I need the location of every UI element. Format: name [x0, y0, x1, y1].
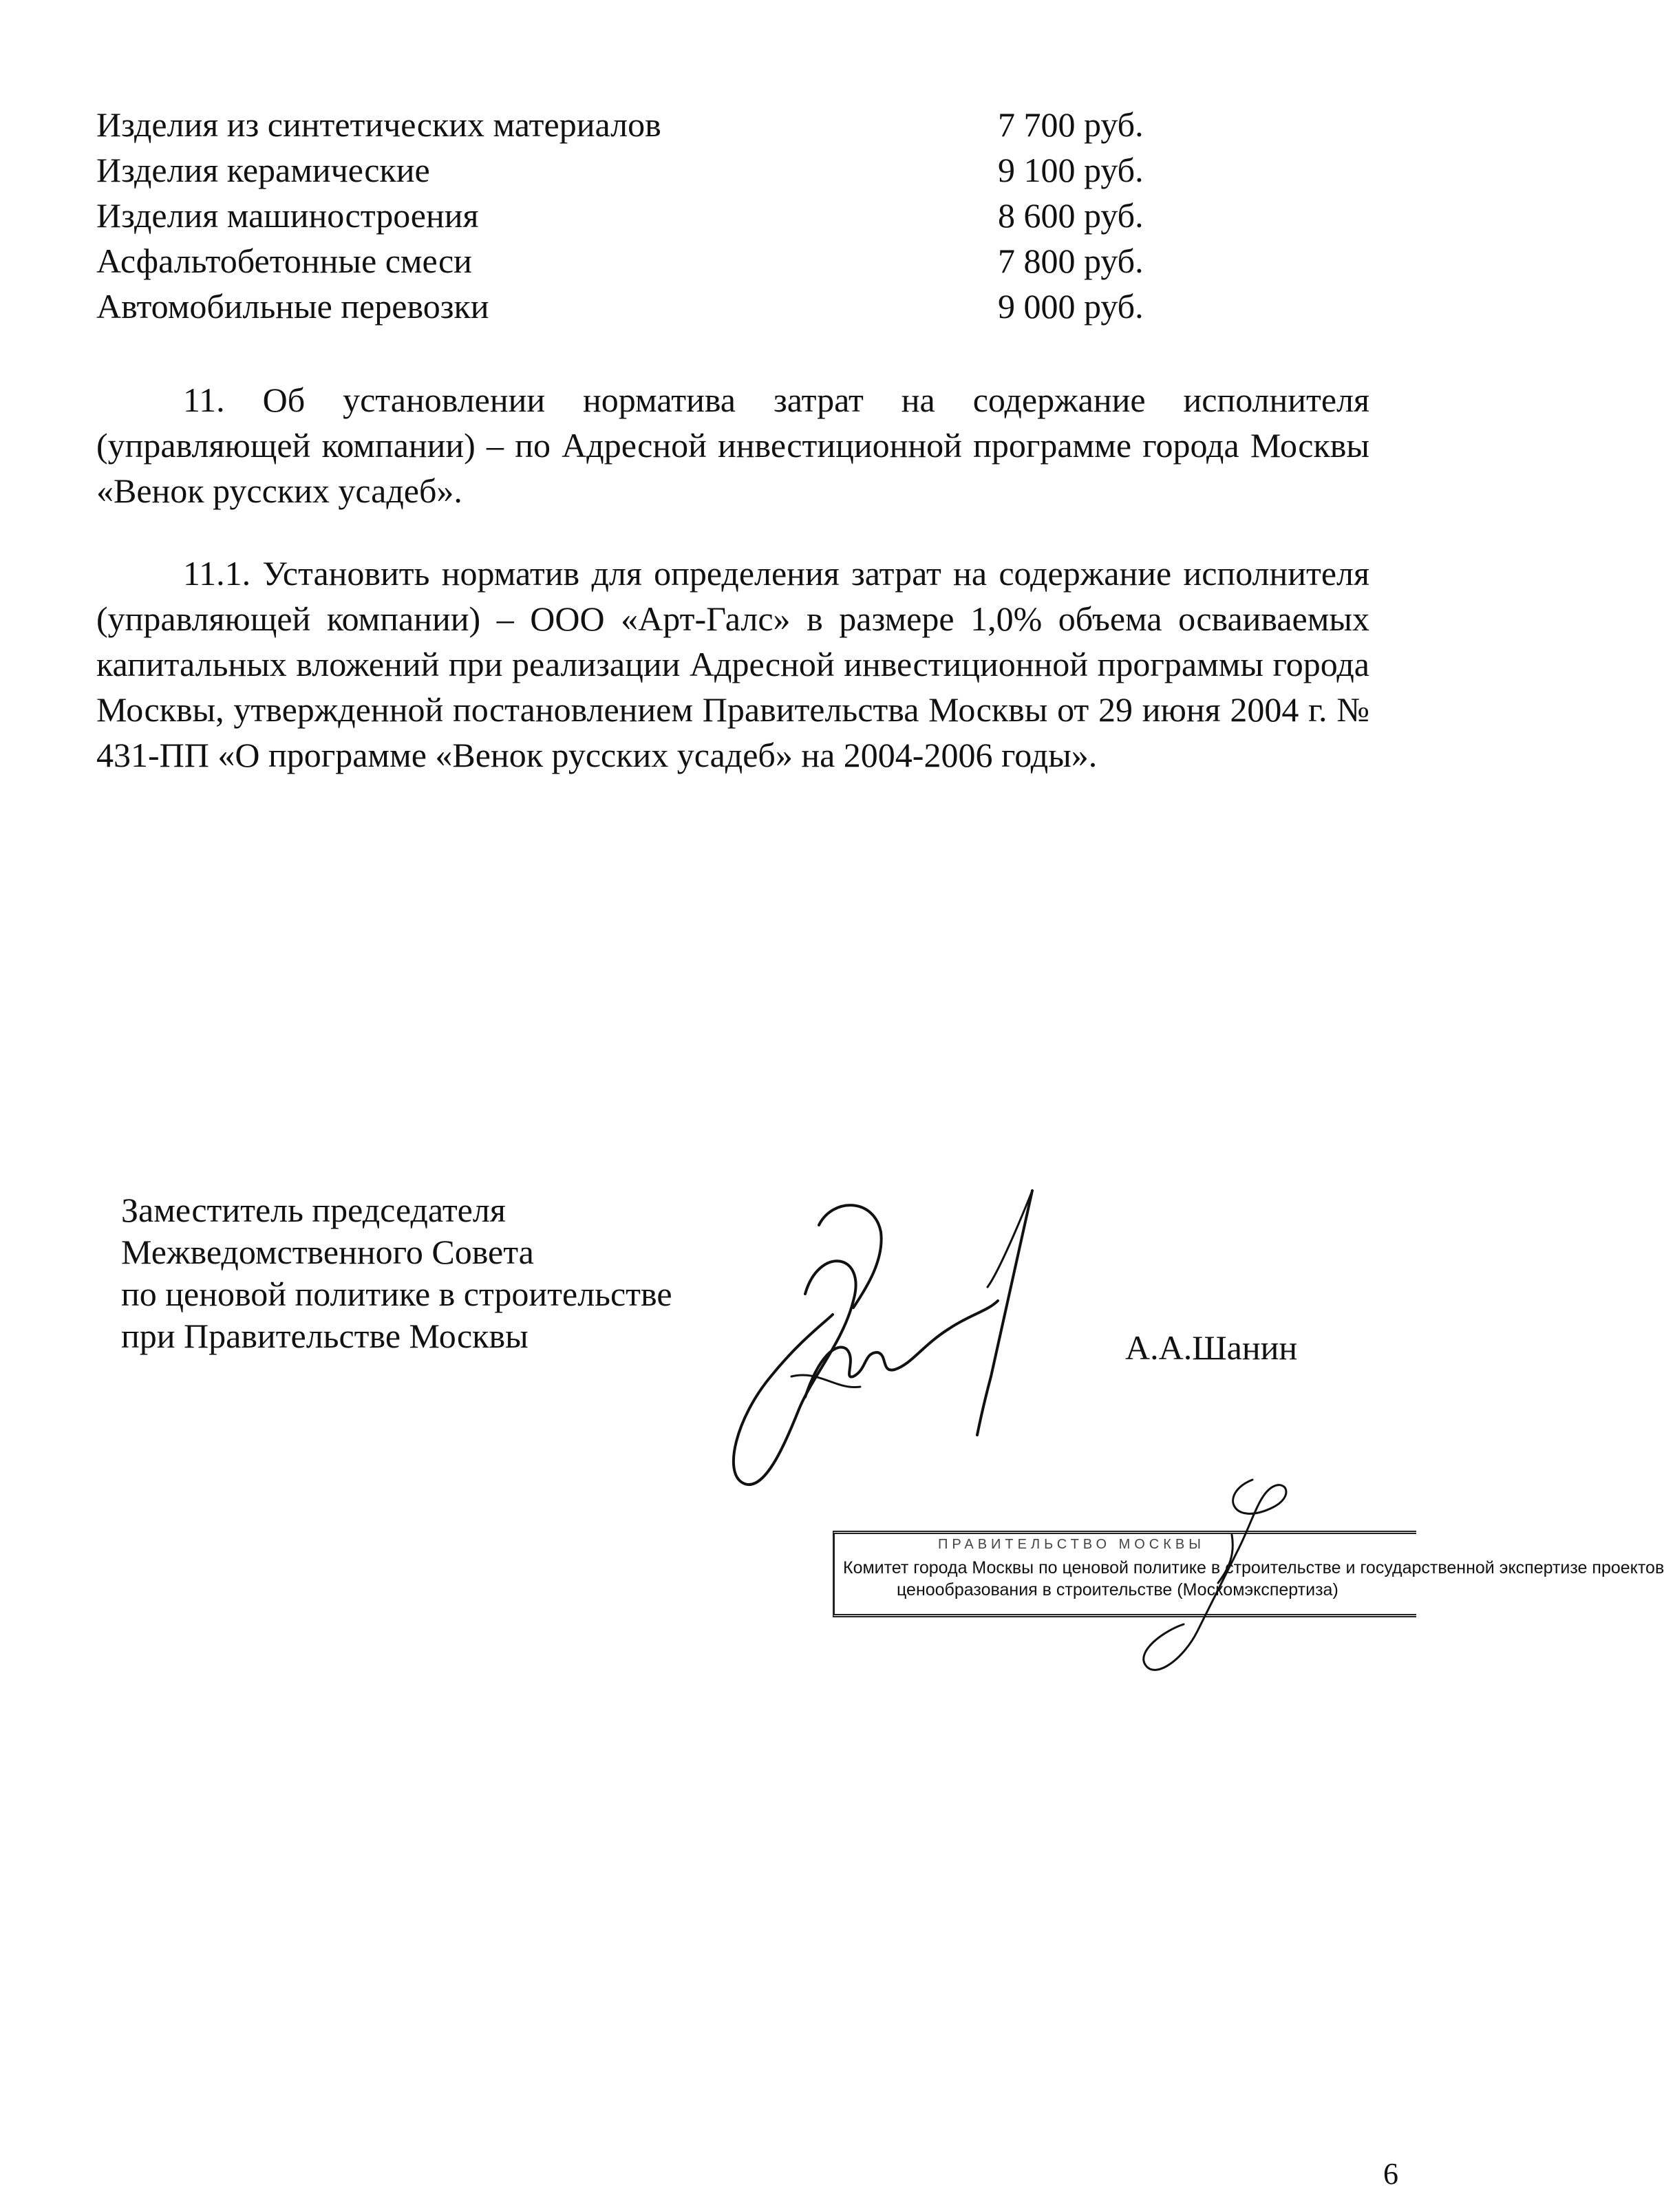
signer-name: А.А.Шанин [1125, 1328, 1298, 1367]
signer-title-line: Межведомственного Совета [121, 1233, 534, 1271]
signer-title-line: Заместитель председателя [121, 1191, 506, 1229]
stamp-line: ценообразования в строительстве (Москомэкспертиза) [897, 1580, 1338, 1599]
price-list [96, 102, 1184, 329]
price-row [96, 102, 1184, 147]
price-row [96, 193, 1184, 238]
price-item-value: 7 800 руб. [998, 242, 1144, 280]
stamp-line: Комитет города Москвы по ценовой политике в строительстве и государственной экспертизе проектов [843, 1558, 1664, 1577]
price-row [96, 284, 1184, 329]
handwritten-signature [716, 1170, 1074, 1500]
price-item-name: Асфальтобетонные смеси [96, 242, 472, 280]
price-item-value: 7 700 руб. [998, 105, 1144, 144]
page-number: 6 [1383, 2157, 1398, 2191]
price-item-name: Автомобильные перевозки [96, 287, 489, 326]
price-item-name: Изделия керамические [96, 151, 430, 189]
price-item-value: 8 600 руб. [998, 196, 1144, 235]
section-11-paragraph: 11. Об установлении норматива затрат на содержание исполнителя (управляющей компании) – по Адресной инвестиционной программе города Москвы «Венок русских усадеб». [96, 381, 1369, 510]
signer-title-block [121, 1189, 672, 1357]
price-item-name: Изделия из синтетических материалов [96, 105, 661, 144]
price-item-value: 9 000 руб. [998, 287, 1144, 326]
price-row [96, 238, 1184, 284]
price-row [96, 147, 1184, 193]
price-item-value: 9 100 руб. [998, 151, 1144, 189]
signer-title-line: по ценовой политике в строительстве [121, 1275, 672, 1313]
initials-signature [1115, 1466, 1321, 1686]
signer-title-line: при Правительстве Москвы [121, 1317, 529, 1355]
price-item-name: Изделия машиностроения [96, 196, 479, 235]
section-11-1-paragraph: 11.1. Установить норматив для определения затрат на содержание исполнителя (управляющей компании) – ООО «Арт-Галс» в размере 1,0% объема осваиваемых капитальных вложений при реализации Адресной инвестиционной программы города Москвы, утвержденной постановлением Правительства Москвы от 29 июня 2004 г. № 431-ПП «О программе «Венок русских усадеб» на 2004-2006 годы». [96, 554, 1369, 774]
stamp-header: ПРАВИТЕЛЬСТВО МОСКВЫ [938, 1537, 1205, 1552]
